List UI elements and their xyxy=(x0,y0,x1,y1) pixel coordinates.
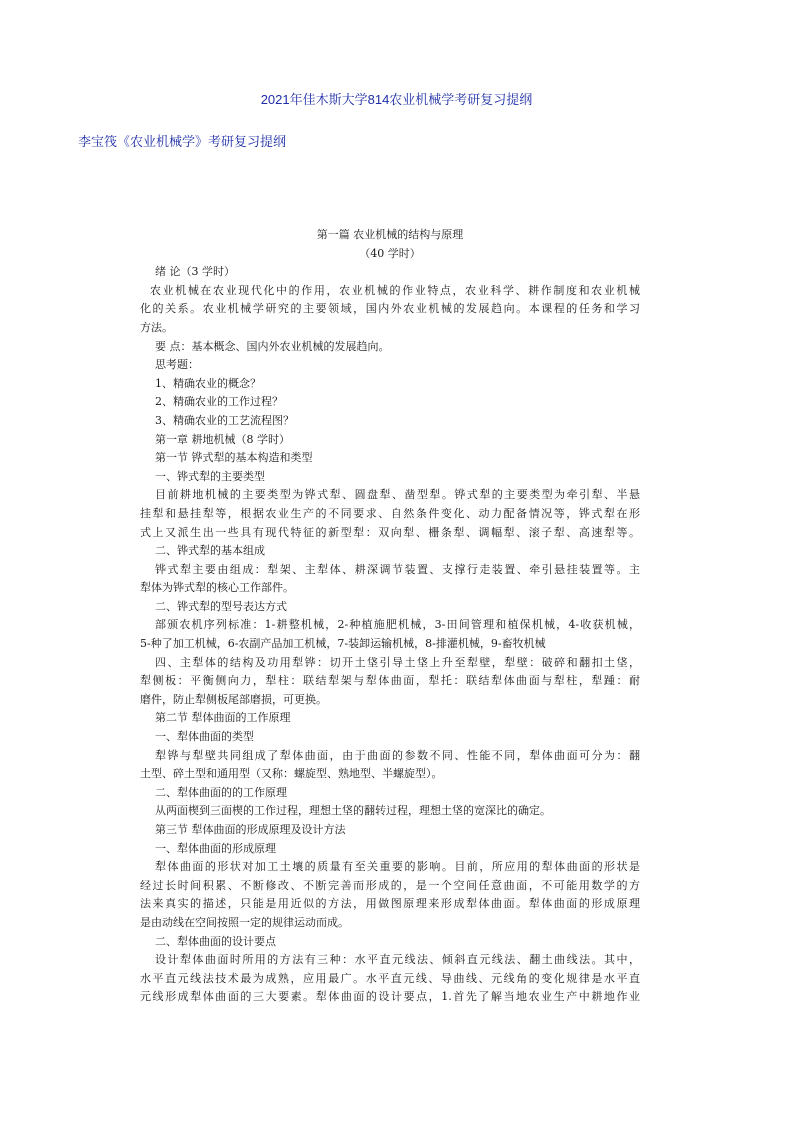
scanned-text-block xyxy=(140,226,640,1007)
text-line: 第一节 铧式犁的基本构造和类型 xyxy=(155,451,313,465)
text-line: 二、铧式犁的基本组成 xyxy=(155,544,265,558)
text-line: 农业机械在农业现代化中的作用，农业机械的作业特点，农业科学、耕作制度和农业机械 xyxy=(150,283,640,297)
text-line: 一、犁体曲面的类型 xyxy=(155,730,254,744)
text-line: 要 点：基本概念、国内外农业机械的发展趋向。 xyxy=(155,339,390,353)
text-line: 第三节 犁体曲面的形成原理及设计方法 xyxy=(155,823,346,836)
text-line: 式上又派生出一些具有现代特征的新型犁：双向犁、栅条犁、调幅犁、滚子犁、高速犁等。 xyxy=(140,525,640,539)
document-subtitle: 李宝筏《农业机械学》考研复习提纲 xyxy=(78,134,287,149)
text-line: 3、精确农业的工艺流程图？ xyxy=(155,413,294,427)
text-line: 1、精确农业的概念？ xyxy=(155,376,261,390)
text-line: 2、精确农业的工作过程？ xyxy=(155,395,283,409)
text-line: 绪 论（3 学时） xyxy=(155,265,235,279)
text-line: 二、犁体曲面的设计要点 xyxy=(155,934,276,948)
text-line: 犁体曲面的形状对加工土壤的质量有至关重要的影响。目前，所应用的犁体曲面的形状是 xyxy=(155,860,640,874)
text-line: 挂犁和悬挂犁等，根据农业生产的不同要求、自然条件变化、动力配备情况等，铧式犁在形 xyxy=(140,506,640,520)
text-line: 方法。 xyxy=(140,320,173,334)
text-line: 二、铧式犁的型号表达方式 xyxy=(155,599,287,613)
text-line: 元线形成犁体曲面的三大要素。犁体曲面的设计要点，1.首先了解当地农业生产中耕地作业 xyxy=(140,990,640,1004)
text-line: 法来真实的描述，只能是用近似的方法，用做图原理来形成犁体曲面。犁体曲面的形成原理 xyxy=(140,897,640,911)
text-line: 四、主犁体的结构及功用犁铧：切开土垡引导土垡上升至犁壁，犁壁：破碎和翻扣土垡， xyxy=(155,655,640,669)
text-line: （40 学时） xyxy=(359,246,421,260)
text-line: 化的关系。农业机械学研究的主要领域，国内外农业机械的发展趋向。本课程的任务和学习 xyxy=(140,302,640,316)
text-line: 是由动线在空间按照一定的规律运动而成。 xyxy=(140,915,349,929)
text-line: 二、犁体曲面的的工作原理 xyxy=(155,785,287,799)
text-line: 5-种了加工机械，6-农副产品加工机械，7-装卸运输机械，8-排灌机械，9-畜牧机械 xyxy=(140,637,546,651)
document-title: 2021年佳木斯大学814农业机械学考研复习提纲 xyxy=(260,92,533,107)
text-line: 一、犁体曲面的形成原理 xyxy=(155,841,276,855)
text-line: 目前耕地机械的主要类型为铧式犁、圆盘犁、凿型犁。铧式犁的主要类型为牵引犁、半悬 xyxy=(155,488,640,502)
text-line: 水平直元线法技术最为成熟，应用最广。水平直元线、导曲线、元线角的变化规律是水平直 xyxy=(140,971,640,985)
text-line: 第二节 犁体曲面的工作原理 xyxy=(155,711,291,725)
text-line: 第一篇 农业机械的结构与原理 xyxy=(316,228,464,241)
text-line: 一、铧式犁的主要类型 xyxy=(155,469,265,483)
text-line: 犁体为铧式犁的核心工作部件。 xyxy=(140,581,294,595)
text-line: 犁侧板：平衡侧向力，犁柱：联结犁架与犁体曲面，犁托：联结犁体曲面与犁柱，犁踵：耐 xyxy=(140,674,640,688)
text-line: 部颁农机序列标准：1-耕整机械，2-种植施肥机械，3-田间管理和植保机械，4-收获机械， xyxy=(155,618,640,632)
text-line: 犁铧与犁壁共同组成了犁体曲面，由于曲面的参数不同、性能不同，犁体曲面可分为：翻 xyxy=(155,748,640,762)
text-line: 土型、碎土型和通用型（又称：螺旋型、熟地型、半螺旋型）。 xyxy=(140,767,443,781)
text-line: 从两面楔到三面楔的工作过程，理想土垡的翻转过程，理想土垡的宽深比的确定。 xyxy=(155,804,551,818)
text-line: 设计犁体曲面时所用的方法有三种：水平直元线法、倾斜直元线法、翻土曲线法。其中， xyxy=(155,953,640,967)
text-line: 磨件，防止犁侧板尾部磨损，可更换。 xyxy=(140,692,327,706)
text-line: 铧式犁主要由组成：犁架、主犁体、耕深调节装置、支撑行走装置、牵引悬挂装置等。主 xyxy=(155,562,640,576)
text-line: 经过长时间积累、不断修改、不断完善而形成的，是一个空间任意曲面，不可能用数学的方 xyxy=(140,878,640,892)
text-line: 思考题： xyxy=(155,358,199,372)
text-line: 第一章 耕地机械（8 学时） xyxy=(155,432,290,446)
